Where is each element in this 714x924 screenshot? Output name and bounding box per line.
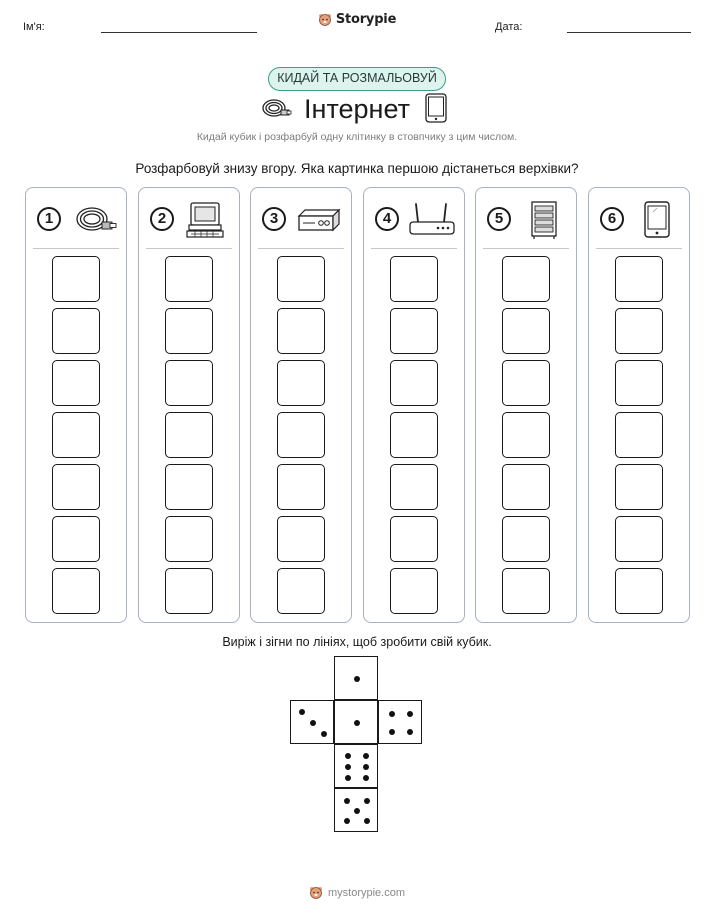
footer-url[interactable]: mystorypie.com bbox=[327, 887, 406, 899]
name-label: Ім'я: bbox=[23, 21, 45, 33]
color-cell[interactable] bbox=[165, 464, 213, 510]
color-cell[interactable] bbox=[277, 308, 325, 354]
brand-logo bbox=[0, 12, 714, 32]
tablet-icon bbox=[425, 93, 447, 123]
server-icon bbox=[518, 200, 570, 240]
color-cell[interactable] bbox=[390, 256, 438, 302]
question-text: Розфарбовуй знизу вгору. Яка картинка першою дістанеться верхівки? bbox=[135, 161, 579, 176]
color-cell[interactable] bbox=[615, 256, 663, 302]
color-cell[interactable] bbox=[390, 308, 438, 354]
column-divider bbox=[483, 248, 569, 249]
color-cell[interactable] bbox=[615, 412, 663, 458]
cable-icon bbox=[68, 200, 120, 240]
brand-name: Storypie bbox=[335, 12, 397, 27]
color-cell[interactable] bbox=[277, 464, 325, 510]
color-cell[interactable] bbox=[165, 308, 213, 354]
router-icon bbox=[406, 200, 458, 240]
color-cell[interactable] bbox=[52, 412, 100, 458]
category-badge: КИДАЙ ТА РОЗМАЛЬОВУЙ bbox=[268, 67, 446, 91]
color-cell[interactable] bbox=[502, 568, 550, 614]
die-face-1[interactable] bbox=[334, 656, 378, 700]
color-cell[interactable] bbox=[502, 412, 550, 458]
date-label: Дата: bbox=[495, 21, 523, 33]
color-cell[interactable] bbox=[165, 568, 213, 614]
name-line[interactable] bbox=[101, 32, 257, 33]
color-cell[interactable] bbox=[615, 308, 663, 354]
mascot-icon bbox=[309, 886, 323, 900]
color-cell[interactable] bbox=[277, 412, 325, 458]
die-face-1-center[interactable] bbox=[334, 700, 378, 744]
color-cell[interactable] bbox=[52, 464, 100, 510]
color-cell[interactable] bbox=[502, 464, 550, 510]
color-cell[interactable] bbox=[615, 360, 663, 406]
column-1 bbox=[25, 187, 127, 623]
color-cell[interactable] bbox=[52, 256, 100, 302]
die-face-3[interactable] bbox=[290, 700, 334, 744]
color-cell[interactable] bbox=[502, 256, 550, 302]
color-cell[interactable] bbox=[277, 568, 325, 614]
color-cell[interactable] bbox=[165, 516, 213, 562]
die-face-5[interactable] bbox=[334, 788, 378, 832]
column-6 bbox=[588, 187, 690, 623]
column-divider bbox=[33, 248, 119, 249]
color-cell[interactable] bbox=[52, 516, 100, 562]
column-number: 1 bbox=[37, 207, 61, 231]
column-divider bbox=[371, 248, 457, 249]
color-cell[interactable] bbox=[502, 308, 550, 354]
color-cell[interactable] bbox=[277, 256, 325, 302]
column-number: 3 bbox=[262, 207, 286, 231]
color-cell[interactable] bbox=[615, 464, 663, 510]
subtitle: Кидай кубик і розфарбуй одну клітинку в стовпчику з цим числом. bbox=[196, 131, 518, 143]
die-face-4[interactable] bbox=[378, 700, 422, 744]
color-cell[interactable] bbox=[502, 360, 550, 406]
color-cell[interactable] bbox=[390, 360, 438, 406]
column-divider bbox=[146, 248, 232, 249]
color-cell[interactable] bbox=[390, 568, 438, 614]
column-number: 5 bbox=[487, 207, 511, 231]
color-cell[interactable] bbox=[52, 568, 100, 614]
color-cell[interactable] bbox=[390, 464, 438, 510]
color-cell[interactable] bbox=[277, 516, 325, 562]
color-cell[interactable] bbox=[390, 412, 438, 458]
column-number: 4 bbox=[375, 207, 399, 231]
footer bbox=[0, 886, 714, 905]
column-4 bbox=[363, 187, 465, 623]
column-5 bbox=[475, 187, 577, 623]
date-line[interactable] bbox=[567, 32, 691, 33]
column-3 bbox=[250, 187, 352, 623]
tablet-icon bbox=[631, 200, 683, 240]
column-number: 6 bbox=[600, 207, 624, 231]
color-cell[interactable] bbox=[615, 568, 663, 614]
color-cell[interactable] bbox=[52, 360, 100, 406]
die-face-6[interactable] bbox=[334, 744, 378, 788]
column-divider bbox=[258, 248, 344, 249]
color-cell[interactable] bbox=[277, 360, 325, 406]
color-cell[interactable] bbox=[165, 360, 213, 406]
modem-icon bbox=[293, 200, 345, 240]
color-cell[interactable] bbox=[165, 412, 213, 458]
mascot-icon bbox=[318, 13, 332, 27]
color-cell[interactable] bbox=[615, 516, 663, 562]
computer-icon bbox=[181, 200, 233, 240]
column-number: 2 bbox=[150, 207, 174, 231]
color-cell[interactable] bbox=[52, 308, 100, 354]
color-cell[interactable] bbox=[390, 516, 438, 562]
color-cell[interactable] bbox=[165, 256, 213, 302]
cut-fold-instruction: Виріж і зігни по лініях, щоб зробити свій кубик. bbox=[222, 635, 492, 649]
column-divider bbox=[596, 248, 682, 249]
color-cell[interactable] bbox=[502, 516, 550, 562]
column-2 bbox=[138, 187, 240, 623]
page-title: Інтернет bbox=[304, 94, 410, 124]
